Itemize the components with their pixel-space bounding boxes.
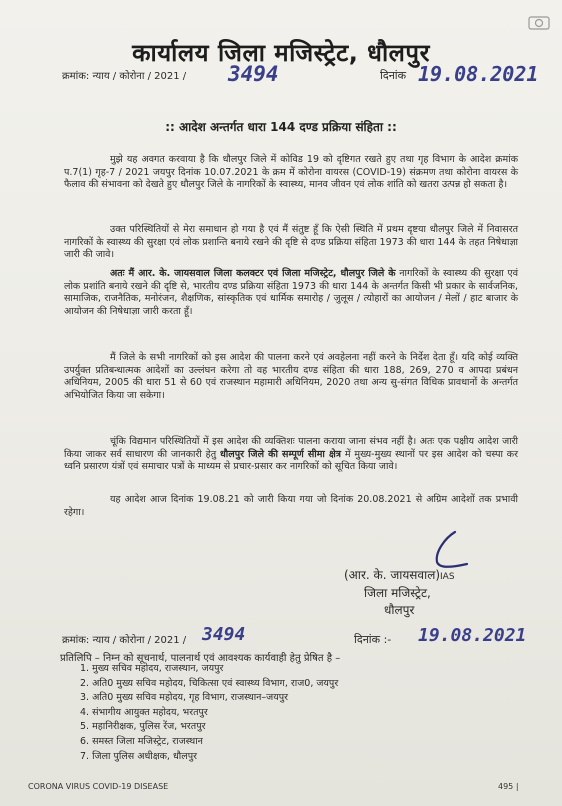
copy-reference-handwritten: 3494 <box>202 624 246 645</box>
paragraph-1-text: मुझे यह अवगत करवाया है कि धौलपुर जिले में कोविड 19 को दृष्टिगत रखते हुए तथा गृह विभाग के आदेश क्रमांक प.7(1) गृह-7 / 2021 जयपुर दिनांक 10.07.2021 के क्रम में कोरोना वायरस (COVID-19) संक्रमण तथा कोरोना वायरस के फैलाव की संभावना को देखते हुए धौलपुर जिले के नागरिकों के स्वास्थ्य, मानव जीवन एवं लोक शांति को खतरा उत्पन्न हो सकता है। <box>64 154 518 191</box>
copy-date-handwritten: 19.08.2021 <box>418 625 527 646</box>
paragraph-2 <box>64 224 518 262</box>
paragraph-6-text: यह आदेश आज दिनांक 19.08.21 को जारी किया गया जो दिनांक 20.08.2021 से अग्रिम आदेशों तक प्रभावी रहेगा। <box>64 494 518 518</box>
paragraph-5-text-a: चूंकि विद्यमान परिस्थितियों में इस आदेश की व्यक्तिशः पालना कराया जाना संभव नहीं है। अतः एक पक्षीय आदेश जारी किया जाकर सर्व साधारण की जानकारी हेतु <box>64 436 518 460</box>
footer-page-number: 495 | <box>498 782 519 791</box>
paragraph-3-bold: अतः मैं आर. के. जायसवाल जिला कलक्टर एवं जिला मजिस्ट्रेट, धौलपुर जिले के <box>110 268 396 279</box>
list-item: 1. मुख्य सचिव महोदय, राजस्थान, जयपुर <box>80 663 224 674</box>
paragraph-5 <box>64 436 518 474</box>
date-label: दिनांक <box>380 69 407 82</box>
paragraph-4 <box>64 352 518 402</box>
copy-date-label: दिनांक :- <box>354 633 392 646</box>
reference-number-handwritten: 3494 <box>228 62 279 86</box>
reference-number-label: क्रमांक: न्याय / कोरोना / 2021 / <box>62 71 187 82</box>
footer-caption: CORONA VIRUS COVID-19 DISEASE <box>28 782 169 791</box>
copy-to-heading: प्रतिलिपि – निम्न को सूचनार्थ, पालनार्थ एवं आवश्यक कार्यवाही हेतु प्रेषित है – <box>60 653 341 664</box>
list-item: 7. जिला पुलिस अधीक्षक, धौलपुर <box>80 750 197 762</box>
paragraph-3-text: नागरिकों के स्वास्थ्य की सुरक्षा एवं लोक प्रशांति बनाये रखने की दृष्टि से, भारतीय दण्ड प्रक्रिया संहिता 1973 की धारा 144 के अन्तर्गत किसी भी प्रकार के सार्वजनिक, सामाजिक, राजनैतिक, मनोरंजन, शैक्षणिक, सांस्कृतिक एवं धार्मिक समारोह / जुलूस / त्योहारों का आयोजन / मेलों / हाट बाजार के आयोजन की निषेधाज्ञा जारी करता हूँ। <box>64 268 518 317</box>
paragraph-6 <box>64 494 518 519</box>
paragraph-5-bold: धौलपुर जिले की सम्पूर्ण सीमा क्षेत्र <box>219 448 342 460</box>
paragraph-2-text: उक्त परिस्थितियों से मेरा समाधान हो गया है एवं मैं संतुष्ट हूँ कि ऐसी स्थिति में प्रथम दृष्टया धौलपुर जिले में निवासरत नागरिकों के स्वास्थ्य की सुरक्षा एवं लोक प्रशान्ति बनाये रखने की दृष्टि से दण्ड प्रक्रिया संहिता 1973 की धारा 144 के तहत निषेधाज्ञा जारी की जावे। <box>64 224 518 261</box>
copy-recipient-list <box>80 662 338 764</box>
signatory-name-text: (आर. के. जायसवाल) <box>344 568 441 582</box>
list-item: 6. समस्त जिला मजिस्ट्रेट, राजस्थान <box>80 735 203 747</box>
copy-reference-label: क्रमांक: न्याय / कोरोना / 2021 / <box>62 635 187 646</box>
list-item: 2. अति0 मुख्य सचिव महोदय, चिकित्सा एवं स्वास्थ्य विभाग, राज0, जयपुर <box>80 677 339 689</box>
paragraph-4-text: मैं जिले के सभी नागरिकों को इस आदेश की पालना करने एवं अवहेलना नहीं करने के निर्देश देता हूँ। यदि कोई व्यक्ति उपर्युक्त प्रतिबन्धात्मक आदेशों का उल्लंघन करेगा तो वह भारतीय दण्ड संहिता की धारा 188, 269, 270 व आपदा प्रबंधन अधिनियम, 2005 की धारा 51 से 60 एवं राजस्थान महामारी अधिनियम, 2020 तथा अन्य सु-संगत विधिक प्रावधानों के अन्तर्गत अभियोजित किया जा सकेगा। <box>64 352 518 401</box>
signatory-suffix: IAS <box>440 572 455 582</box>
signatory-office: जिला मजिस्ट्रेट, <box>364 586 431 600</box>
list-item: 3. अति0 मुख्य सचिव महोदय, गृह विभाग, राजस्थान–जयपुर <box>80 692 289 704</box>
list-item: 5. महानिरीक्षक, पुलिस रेंज, भरतपुर <box>80 721 206 733</box>
signatory-name <box>344 566 455 583</box>
list-item: 4. संभागीय आयुक्त महोदय, भरतपुर <box>80 706 208 718</box>
paragraph-1 <box>64 154 518 192</box>
signatory-place: धौलपुर <box>384 603 415 617</box>
date-handwritten: 19.08.2021 <box>418 62 539 86</box>
scan-logo-icon <box>528 14 550 32</box>
office-title: कार्यालय जिला मजिस्ट्रेट, धौलपुर <box>132 39 430 67</box>
order-subject: :: आदेश अन्तर्गत धारा 144 दण्ड प्रक्रिया संहिता :: <box>165 120 397 134</box>
paragraph-3 <box>64 268 518 318</box>
paragraph-5-text-b: में मुख्य-मुख्य स्थानों पर इस आदेश को चस्पा कर ध्वनि प्रसारण यंत्रों एवं समाचार पत्रों के माध्यम से प्रचार-प्रसार कर नागरिकों को सूचित किया जावे। <box>64 448 518 473</box>
